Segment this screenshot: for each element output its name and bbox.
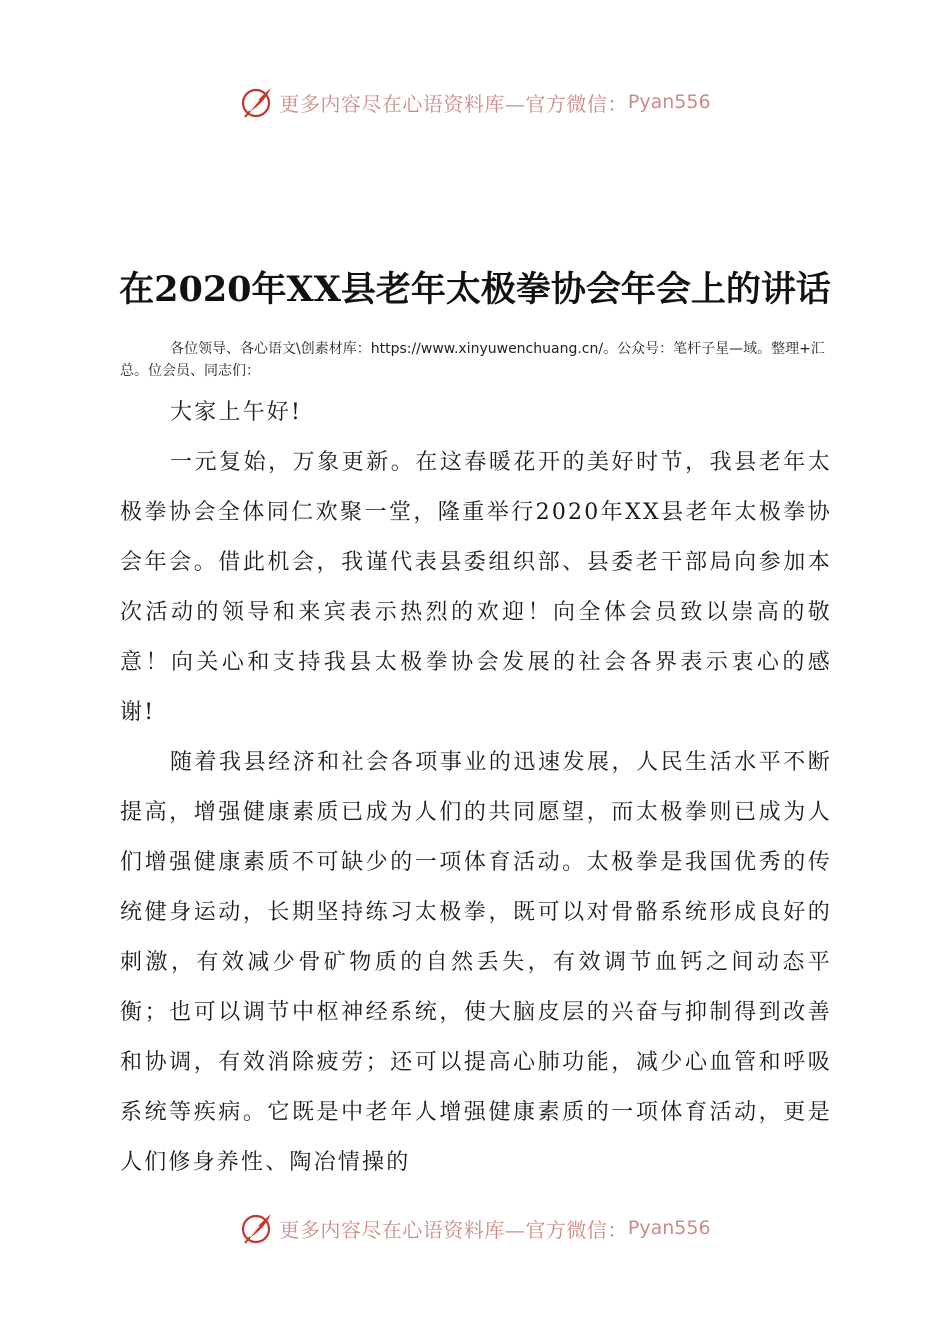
document-intro: 各位领导、各心语文\创素材库：https://www.xinyuwenchuang.cn/。公众号：笔杆子星—域。整理+汇总。位会员、同志们： [120,341,825,379]
paragraph: 随着我县经济和社会各项事业的迅速发展，人民生活水平不断提高，增强健康素质已成为人们的共同愿望，而太极拳则已成为人们增强健康素质不可缺少的一项体育活动。太极拳是我国优秀的传统健身运动，长期坚持练习太极拳，既可以对骨骼系统形成良好的刺激，有效减少骨矿物质的自然丢失，有效调节血钙之间动态平衡；也可以调节中枢神经系统，使大脑皮层的兴奋与抑制得到改善和协调，有效消除疲劳；还可以提高心肺功能，减少心血管和呼吸系统等疾病。它既是中老年人增强健康素质的一项体育活动，更是人们修身养性、陶冶情操的 [120,750,832,1175]
paragraph: 一元复始，万象更新。在这春暖花开的美好时节，我县老年太极拳协会全体同仁欢聚一堂，隆重举行2020年XX县老年太极拳协会年会。借此机会，我谨代表县委组织部、县委老干部局向参加本次活动的领导和来宾表示热烈的欢迎！向全体会员致以崇高的敬意！向关心和支持我县太极拳协会发展的社会各界表示衷心的感谢! [120,450,832,725]
quill-logo-icon [239,84,275,120]
banner-text: 更多内容尽在心语资料库—官方微信： [279,1217,628,1242]
banner-text: 更多内容尽在心语资料库—官方微信： [279,91,628,116]
document-title: 在2020年XX县老年太极拳协会年会上的讲话 [119,269,831,310]
footer-banner [0,1208,950,1248]
banner-wechat-id: Pyan556 [627,91,711,113]
header-banner [0,82,950,122]
quill-logo-icon [239,1210,275,1246]
banner-wechat-id: Pyan556 [627,1217,711,1239]
paragraph: 大家上午好! [170,400,303,425]
document-body [120,388,832,1188]
